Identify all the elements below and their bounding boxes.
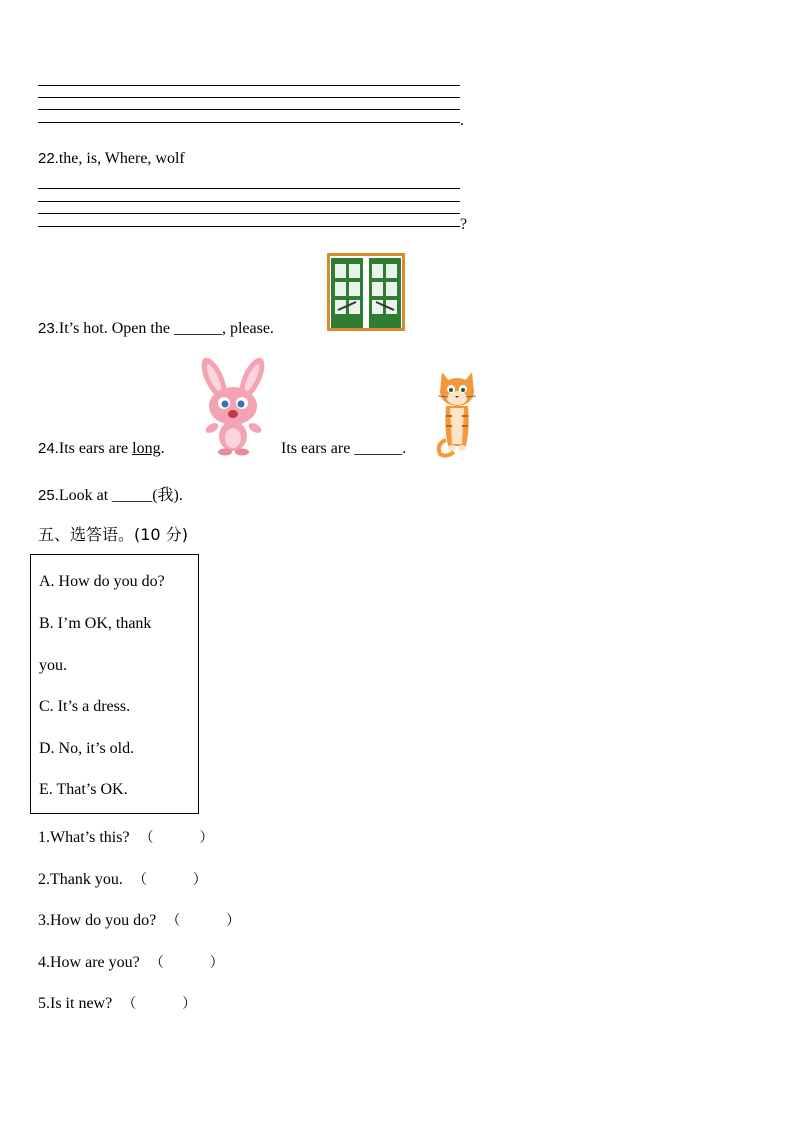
answer-open-paren[interactable]: （ <box>132 872 147 888</box>
q24-prompt <box>38 440 165 458</box>
answer-line <box>38 213 460 214</box>
question-text: 5.Is it new? <box>38 995 113 1012</box>
q24-word: long <box>132 440 161 457</box>
answer-close-paren: ） <box>199 830 214 846</box>
option-b: B. I’m OK, thank <box>39 615 152 632</box>
question-5 <box>38 993 196 1013</box>
q22-words: the, is, Where, wolf <box>58 150 185 167</box>
q24-part2: Its ears are <box>281 440 355 457</box>
cat-icon <box>434 368 480 460</box>
q22-number: 22. <box>38 150 59 167</box>
options-box <box>30 554 199 814</box>
q23-blank[interactable]: ______ <box>173 320 222 337</box>
option-e: E. That’s OK. <box>39 781 128 798</box>
answer-line <box>38 226 460 227</box>
q23-prompt <box>38 320 274 338</box>
q24-blank[interactable]: ______ <box>354 440 403 457</box>
q22-end-mark: ? <box>460 216 468 233</box>
option-b-cont: you. <box>39 657 67 674</box>
q24-answer <box>281 440 406 458</box>
q24-part1-end: . <box>160 440 165 457</box>
option-d: D. No, it’s old. <box>39 740 135 757</box>
question-3 <box>38 910 240 930</box>
question-text: 4.How are you? <box>38 954 140 971</box>
q25-blank[interactable]: _____ <box>112 487 153 504</box>
question-text: 2.Thank you. <box>38 871 123 888</box>
answer-line <box>38 85 460 86</box>
question-text: 1.What’s this? <box>38 829 130 846</box>
answer-open-paren[interactable]: （ <box>139 830 154 846</box>
q25-before: Look at <box>58 487 113 504</box>
answer-close-paren: ） <box>192 872 207 888</box>
q25-after: (我). <box>152 487 183 504</box>
answer-line <box>38 201 460 202</box>
answer-open-paren[interactable]: （ <box>166 913 181 929</box>
q23-number: 23. <box>38 320 59 337</box>
answer-close-paren: ） <box>209 955 224 971</box>
q25-number: 25. <box>38 487 59 504</box>
answer-line <box>38 97 460 98</box>
question-4 <box>38 952 224 972</box>
answer-close-paren: ） <box>182 996 197 1012</box>
question-2 <box>38 869 207 889</box>
answer-line <box>38 109 460 110</box>
q24-part2-end: . <box>402 440 407 457</box>
q25-prompt <box>38 482 183 505</box>
answer-open-paren[interactable]: （ <box>149 955 164 971</box>
answer-line <box>38 188 460 189</box>
answer-open-paren[interactable]: （ <box>122 996 137 1012</box>
q24-part1: Its ears are <box>58 440 133 457</box>
q22-prompt <box>38 150 185 168</box>
question-1 <box>38 827 214 847</box>
option-c: C. It’s a dress. <box>39 698 131 715</box>
question-text: 3.How do you do? <box>38 912 157 929</box>
option-a: A. How do you do? <box>39 573 165 590</box>
q21-end-mark: . <box>460 112 464 129</box>
answer-close-paren: ） <box>226 913 241 929</box>
window-icon <box>326 252 406 332</box>
q23-before: It’s hot. Open the <box>58 320 174 337</box>
answer-line <box>38 122 460 123</box>
q23-after: , please. <box>221 320 274 337</box>
rabbit-icon <box>192 356 274 456</box>
section-title: 五、选答语。(10 分) <box>38 525 188 544</box>
q24-number: 24. <box>38 440 59 457</box>
